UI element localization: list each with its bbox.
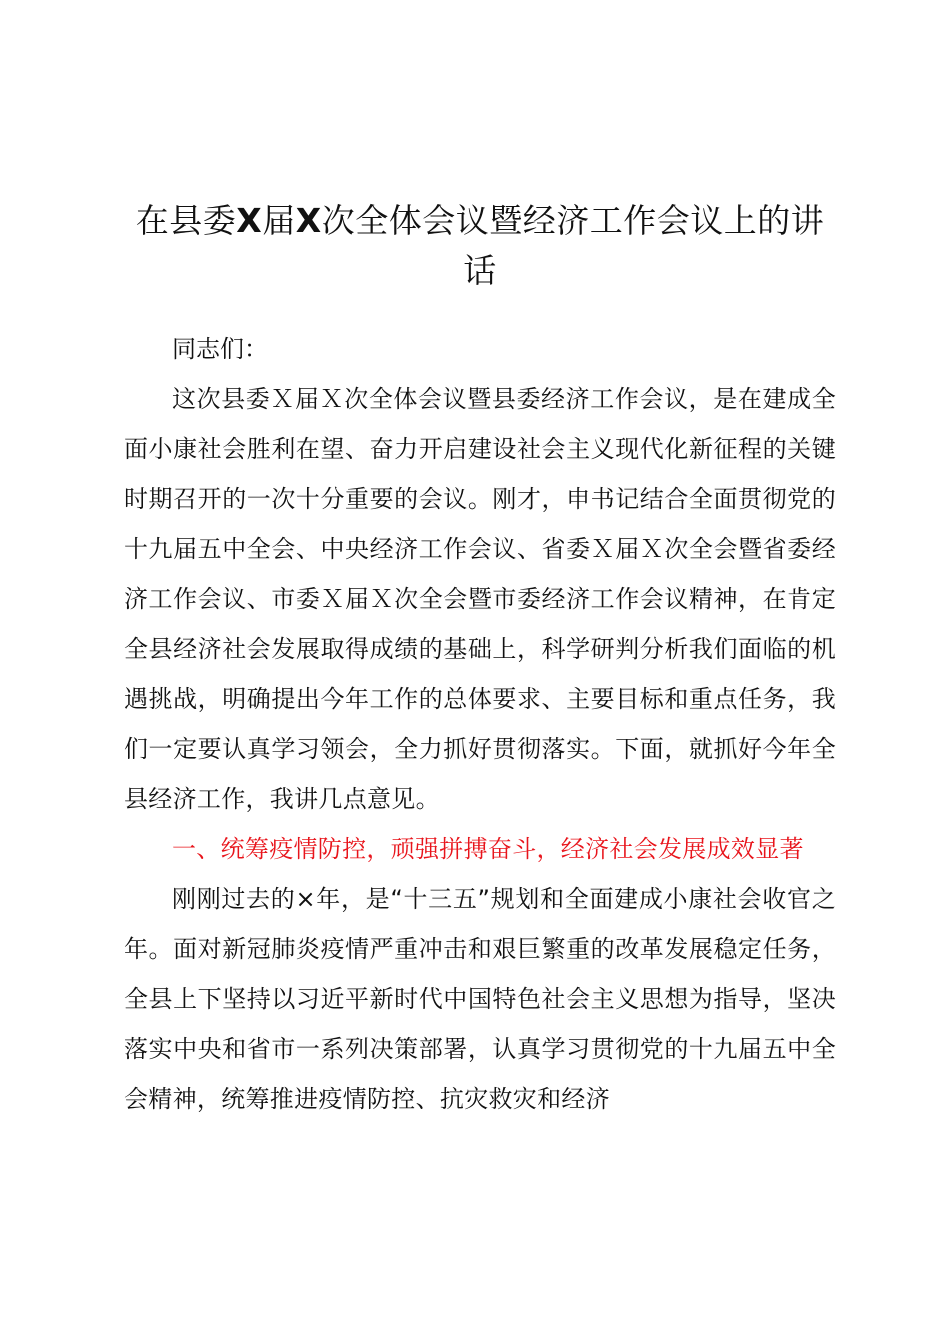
paragraph-section-1: 刚刚过去的×年，是“十三五”规划和全面建成小康社会收官之年。面对新冠肺炎疫情严重冲击和艰巨繁重的改革发展稳定任务，全县上下坚持以习近平新时代中国特色社会主义思想为指导，坚决落实中央和省市一系列决策部署，认真学习贯彻党的十九届五中全会精神，统筹推进疫情防控、抗灾救灾和经济 [124, 885, 836, 1113]
title-x-1: X [236, 201, 263, 240]
title-x-2: X [295, 201, 322, 240]
title-part-3: 次全体会议暨经济工作会议上的讲话 [321, 201, 825, 290]
document-title [124, 196, 836, 296]
section-heading-1: 一、统筹疫情防控，顽强拼搏奋斗，经济社会发展成效显著 [172, 835, 804, 863]
title-part-2: 届 [262, 201, 296, 240]
paragraph-intro: 这次县委Ｘ届Ｘ次全体会议暨县委经济工作会议，是在建成全面小康社会胜利在望、奋力开启建设社会主义现代化新征程的关键时期召开的一次十分重要的会议。刚才，申书记结合全面贯彻党的十九届五中全会、中央经济工作会议、省委Ｘ届Ｘ次全会暨省委经济工作会议、市委Ｘ届Ｘ次全会暨市委经济工作会议精神，在肯定全县经济社会发展取得成绩的基础上，科学研判分析我们面临的机遇挑战，明确提出今年工作的总体要求、主要目标和重点任务，我们一定要认真学习领会，全力抓好贯彻落实。下面，就抓好今年全县经济工作，我讲几点意见。 [124, 385, 836, 813]
document-page [124, 196, 836, 1124]
salutation: 同志们： [172, 335, 268, 363]
title-part-1: 在县委 [135, 201, 237, 240]
